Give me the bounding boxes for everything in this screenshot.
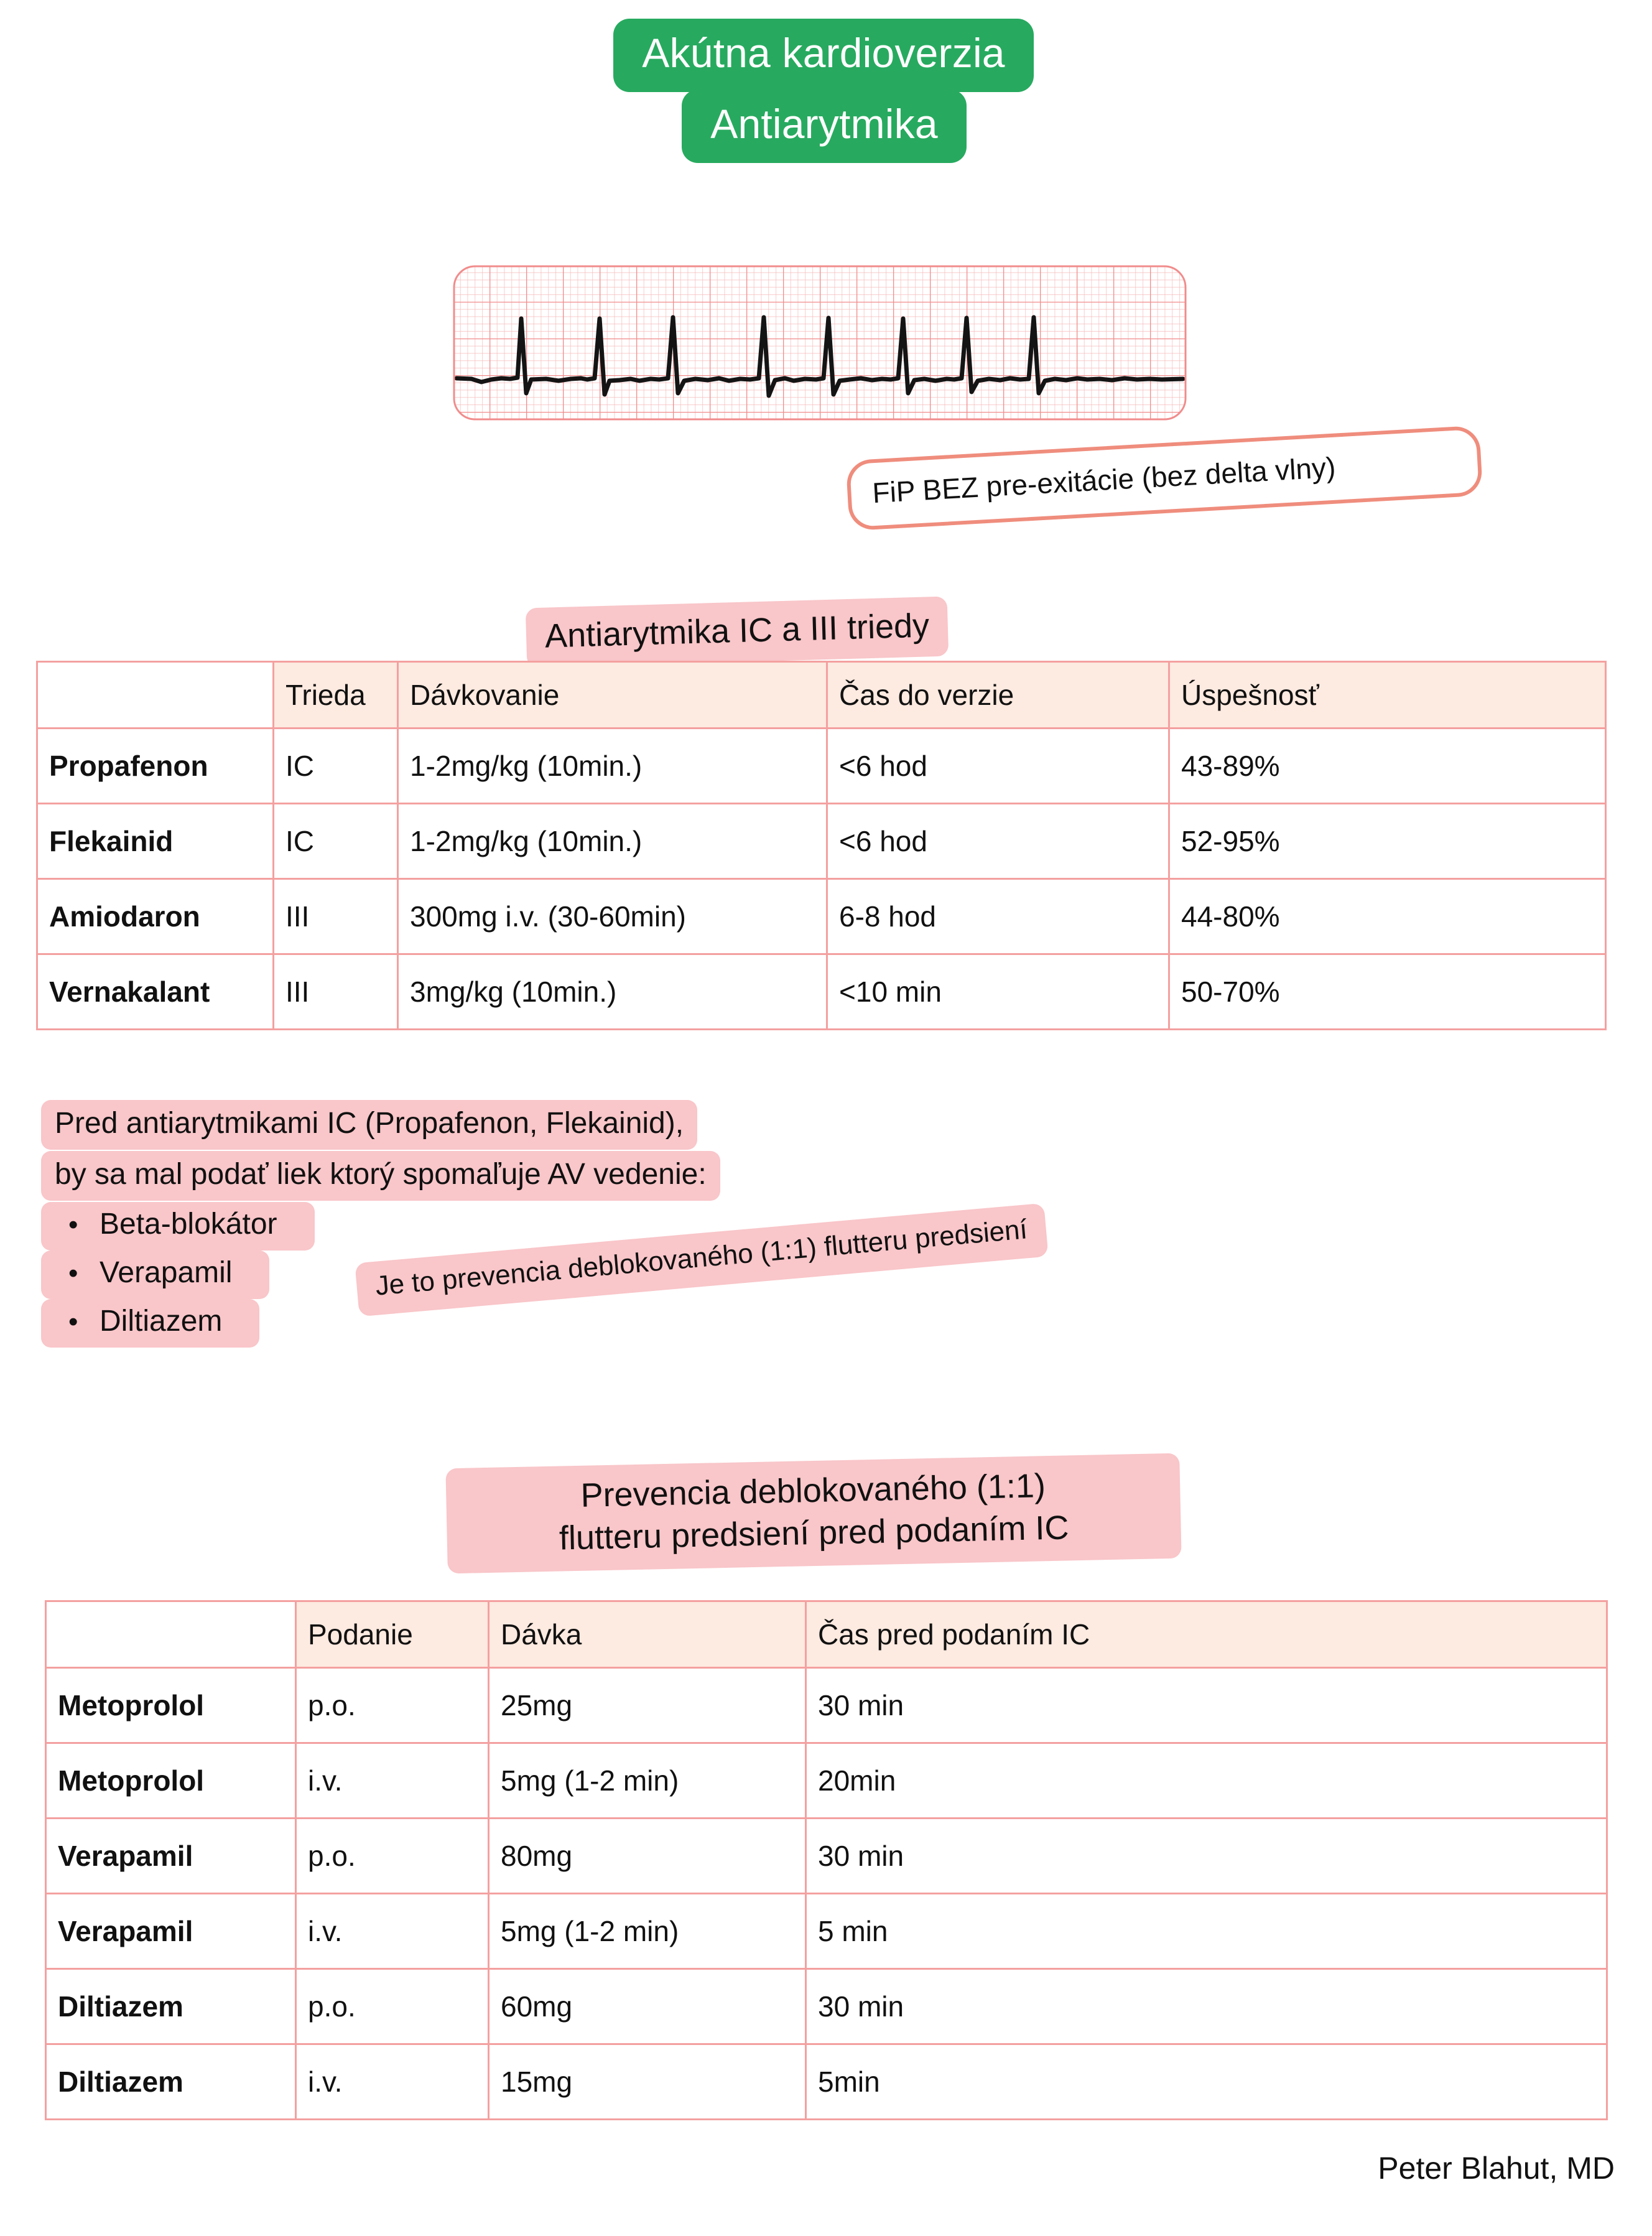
cell-cas: 5 min — [806, 1894, 1607, 1969]
cell-uspesnost: 44-80% — [1169, 879, 1606, 954]
table-row — [46, 1819, 1607, 1894]
cell-cas: 30 min — [806, 1969, 1607, 2044]
section-heading-prevention-line2: flutteru predsiení pred podaním IC — [550, 1507, 1078, 1560]
cell-davka: 5mg (1-2 min) — [489, 1894, 806, 1969]
cell-podanie: i.v. — [296, 2044, 489, 2120]
page-title-primary: Akútna kardioverzia — [613, 19, 1033, 92]
cell-cas: 5min — [806, 2044, 1607, 2120]
table-row — [37, 729, 1606, 804]
table-row — [46, 2044, 1607, 2120]
table-row — [46, 1668, 1607, 1743]
column-header-uspesnost: Úspešnosť — [1169, 662, 1606, 729]
cell-davka: 60mg — [489, 1969, 806, 2044]
cell-uspesnost: 43-89% — [1169, 729, 1606, 804]
pretreatment-note — [41, 1100, 862, 1348]
note-line-2: by sa mal podať liek ktorý spomaľuje AV vedenie: — [41, 1151, 720, 1201]
section-heading-prevention-line1: Prevencia deblokovaného (1:1) — [572, 1465, 1055, 1517]
cell-cas: 30 min — [806, 1668, 1607, 1743]
cell-podanie: p.o. — [296, 1668, 489, 1743]
cell-trieda: III — [274, 879, 398, 954]
prevention-annotation: Je to prevencia deblokovaného (1:1) flutteru predsiení — [355, 1203, 1048, 1317]
antiarrhythmics-table — [36, 661, 1607, 1030]
column-header-podanie: Podanie — [296, 1601, 489, 1668]
cell-davkovanie: 3mg/kg (10min.) — [398, 954, 827, 1030]
cell-drug: Diltiazem — [46, 2044, 296, 2120]
cell-podanie: p.o. — [296, 1969, 489, 2044]
table-header-row — [46, 1601, 1607, 1668]
table-row — [37, 879, 1606, 954]
author-credit: Peter Blahut, MD — [1378, 2151, 1615, 2186]
cell-davka: 25mg — [489, 1668, 806, 1743]
table-row — [46, 1743, 1607, 1819]
list-item: • Verapamil — [41, 1251, 269, 1299]
cell-davkovanie: 300mg i.v. (30-60min) — [398, 879, 827, 954]
cell-trieda: IC — [274, 729, 398, 804]
cell-drug: Verapamil — [46, 1894, 296, 1969]
cell-podanie: i.v. — [296, 1743, 489, 1819]
column-header-drug — [37, 662, 274, 729]
ecg-waveform-icon — [453, 265, 1187, 421]
column-header-davka: Dávka — [489, 1601, 806, 1668]
list-item: • Diltiazem — [41, 1299, 259, 1348]
cell-uspesnost: 50-70% — [1169, 954, 1606, 1030]
cell-uspesnost: 52-95% — [1169, 804, 1606, 879]
column-header-cas: Čas do verzie — [827, 662, 1169, 729]
cell-cas: <10 min — [827, 954, 1169, 1030]
note-line-1: Pred antiarytmikami IC (Propafenon, Flekainid), — [41, 1100, 697, 1150]
cell-davka: 5mg (1-2 min) — [489, 1743, 806, 1819]
cell-davka: 80mg — [489, 1819, 806, 1894]
cell-drug: Flekainid — [37, 804, 274, 879]
cell-davkovanie: 1-2mg/kg (10min.) — [398, 804, 827, 879]
table-row — [46, 1894, 1607, 1969]
cell-drug: Amiodaron — [37, 879, 274, 954]
cell-drug: Diltiazem — [46, 1969, 296, 2044]
cell-drug: Metoprolol — [46, 1743, 296, 1819]
cell-trieda: IC — [274, 804, 398, 879]
column-header-davkovanie: Dávkovanie — [398, 662, 827, 729]
table-header-row — [37, 662, 1606, 729]
cell-cas: <6 hod — [827, 804, 1169, 879]
cell-drug: Propafenon — [37, 729, 274, 804]
table-row — [37, 804, 1606, 879]
ecg-callout: FiP BEZ pre-exitácie (bez delta vlny) — [846, 426, 1483, 531]
cell-drug: Vernakalant — [37, 954, 274, 1030]
cell-trieda: III — [274, 954, 398, 1030]
column-header-trieda: Trieda — [274, 662, 398, 729]
cell-cas: 30 min — [806, 1819, 1607, 1894]
cell-drug: Metoprolol — [46, 1668, 296, 1743]
section-heading-antiarrhythmics: Antiarytmika IC a III triedy — [526, 597, 949, 668]
cell-podanie: p.o. — [296, 1819, 489, 1894]
list-item: • Beta-blokátor — [41, 1202, 315, 1251]
column-header-cas-pred: Čas pred podaním IC — [806, 1601, 1607, 1668]
page-title-secondary: Antiarytmika — [682, 90, 967, 163]
column-header-drug — [46, 1601, 296, 1668]
cell-cas: 6-8 hod — [827, 879, 1169, 954]
title-banner-group — [0, 19, 1652, 163]
cell-drug: Verapamil — [46, 1819, 296, 1894]
cell-podanie: i.v. — [296, 1894, 489, 1969]
ecg-strip — [453, 265, 1187, 421]
prevention-table — [45, 1600, 1608, 2120]
table-row — [37, 954, 1606, 1030]
cell-cas: 20min — [806, 1743, 1607, 1819]
cell-cas: <6 hod — [827, 729, 1169, 804]
cell-davkovanie: 1-2mg/kg (10min.) — [398, 729, 827, 804]
table-row — [46, 1969, 1607, 2044]
cell-davka: 15mg — [489, 2044, 806, 2120]
section-heading-prevention — [445, 1453, 1181, 1574]
